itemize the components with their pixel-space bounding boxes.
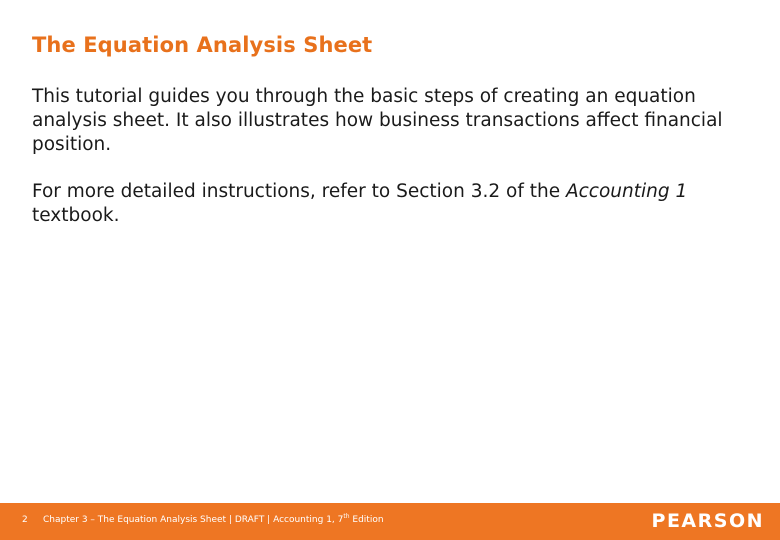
instructions-paragraph [32,180,772,228]
footer-bar [0,503,780,540]
footer-caption-main: Chapter 3 – The Equation Analysis Sheet | DRAFT | Accounting 1, 7 [43,515,344,525]
footer-caption [43,515,384,525]
instructions-text-start: For more detailed instructions, refer to Section 3.2 of the [32,181,566,202]
pearson-logo: PEARSON [651,510,764,532]
page-number: 2 [22,515,28,525]
slide-title: The Equation Analysis Sheet [32,33,373,57]
textbook-title: Accounting 1 [565,181,688,202]
footer-caption-end: Edition [349,515,384,525]
footer-caption-superscript: th [343,513,350,520]
instructions-text-end: textbook. [32,205,120,226]
intro-paragraph: This tutorial guides you through the basic steps of creating an equation analysis sheet. It also illustrates how business transactions affect financial position. [32,86,723,155]
